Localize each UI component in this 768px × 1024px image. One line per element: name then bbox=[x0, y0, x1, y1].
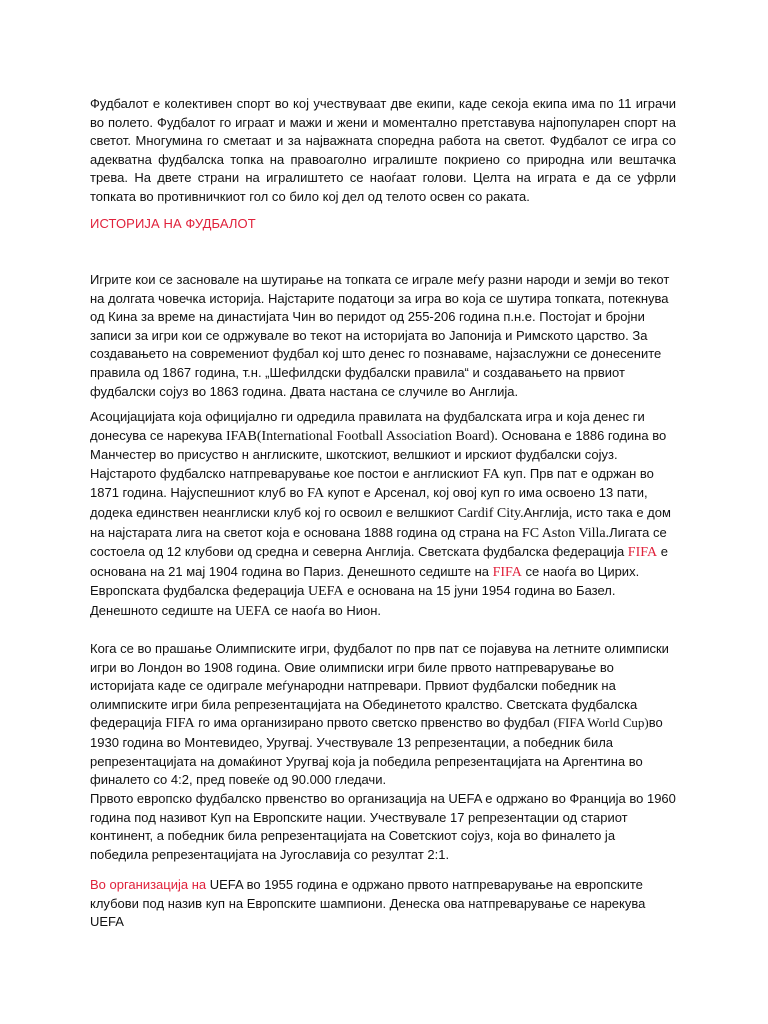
world-cup-term: (FIFA World Cup) bbox=[553, 715, 649, 731]
cardiff-city-term: Cardif City. bbox=[457, 505, 524, 521]
text-run: купот е Арсенал, кој овој куп го има освоено 13 пати, додека единствен неанглиски клуб кој го освоил е велшкиот bbox=[90, 485, 648, 520]
text-run: Асоцијацијата која официјално ги одредила правилата на фудбалската игра и која денес ги донесува се нарекува bbox=[90, 409, 645, 443]
ifab-term: IFAB(International Football Association Board). bbox=[225, 428, 498, 444]
aston-villa-term: FC Aston Villa. bbox=[521, 525, 610, 541]
text-run: е основана на 21 мај 1904 година во Париз. Денешното седиште на bbox=[90, 544, 668, 579]
fifa-term: FIFA bbox=[627, 545, 658, 561]
fifa-term: FIFA bbox=[165, 716, 195, 732]
text-run: Лигата се состоела од 12 клубови од средна и северна Англија. Светската фудбалска федерација bbox=[90, 524, 667, 560]
fifa-term: FIFA bbox=[492, 564, 522, 580]
text-run: се наоѓа во Нион. bbox=[270, 602, 382, 618]
champions-cup-paragraph bbox=[90, 876, 676, 932]
euro-championship-paragraph: Првото европско фудбалско првенство во организација на UEFA е одржано во Франција во 1960 година под називот Куп на Европските нации. Учествувале 17 репрезентации од стариот континент, а победник била репрезентацијата на Советскиот сојуз, која во финалето ја победила репрезентацијата на Југославија со резултат 2:1. bbox=[90, 791, 676, 862]
text-run: го има организирано првото светско првенство во фудбал bbox=[194, 715, 554, 731]
fa-term: FA bbox=[307, 486, 325, 502]
olympics-paragraph bbox=[90, 640, 676, 790]
association-paragraph bbox=[90, 408, 676, 622]
fa-term: FA bbox=[482, 466, 500, 482]
highlighted-phrase: Во организација на bbox=[90, 877, 207, 892]
uefa-term: UEFA bbox=[235, 603, 271, 619]
intro-paragraph: Фудбалот е колективен спорт во кој учествуваат две екипи, каде секоја екипа има по 11 играчи во полето. Фудбалот го играат и мажи и жени и моментално претставува најпопуларен спорт на светот. Многумина го сметаат и за најважната споредна работа на светот. Фудбалот се игра со адекватна фудбалска топка на правоаголно игралиште покриено со природна или вештачка трева. На двете страни на игралиштето се наоѓаат голови. Целта на играта е да се уфрли топката во противничкиот гол со било кој дел од телото освен со раката. bbox=[90, 96, 676, 204]
text-run: се наоѓа во Цирих. Европската фудбалска федерација bbox=[90, 563, 640, 599]
uefa-term: UEFA bbox=[307, 584, 344, 600]
history-paragraph: Игрите кои се засновале на шутирање на топката се играле меѓу разни народи и земји во текот на долгата човечка историја. Најстарите податоци за игра во која се шутира топката, потекнува од Кина за време на династијата Чин во перидот од 255-206 година п.н.е. Постојат и бројни записи за игри кои се одржувале во текот на историјата во Јапонија и Римското царство. За создавањето на современиот фудбал кој што денес го познаваме, најзаслужни се донесените правила од 1867 година, т.н. „Шефилдски фудбалски правила“ и создавањето на првиот фудбалски сојуз во 1863 година. Двата настана се случиле во Англија. bbox=[90, 272, 670, 399]
text-run: UEFA во 1955 година е одржано првото натпреварување на европските клубови под назив куп на Европските шампиони. Денеска ова натпреварување се нарекува UEFA bbox=[90, 877, 646, 930]
text-run: е основана на 15 јуни 1954 година во Базел. Денешното седиште на bbox=[90, 583, 616, 618]
section-heading: ИСТОРИЈА НА ФУДБАЛОТ bbox=[90, 216, 256, 231]
text-run: куп. Прв пат е одржан во 1871 година. Најуспешниот клуб во bbox=[90, 465, 654, 501]
text-run: Основана е 1886 година во Манчестер во присуство н англиските, шкотскиот, велшкиот и ирскиот фудбалски сојуз. Најстарото фудбалско натпреварување кое постои е англискиот bbox=[90, 427, 667, 481]
text-run: Кога се во прашање Олимписките игри, фудбалот по прв пат се појавува на летните олимписки игри во Лондон во 1908 година. Овие олимписки игри биле првото натпреварување во историјата каде се одиграле меѓународни натпревари. Првиот фудбалски победник на олимписките игри била репрезентацијата на Обединетото кралство. Светската фудбалска федерација bbox=[90, 641, 669, 731]
text-run: Англија, исто така е дом на најстарата лига на светот која е основана 1888 година од страна на bbox=[90, 504, 671, 540]
text-run: во 1930 година во Монтевидео, Уругвај. Учествувале 13 репрезентации, а победник била репрезентацијата на домаќинот Уругвај која ја победила репрезентацијата на Аргентина во финалето со 4:2, пред повеќе од 90.000 гледачи. bbox=[90, 715, 663, 788]
